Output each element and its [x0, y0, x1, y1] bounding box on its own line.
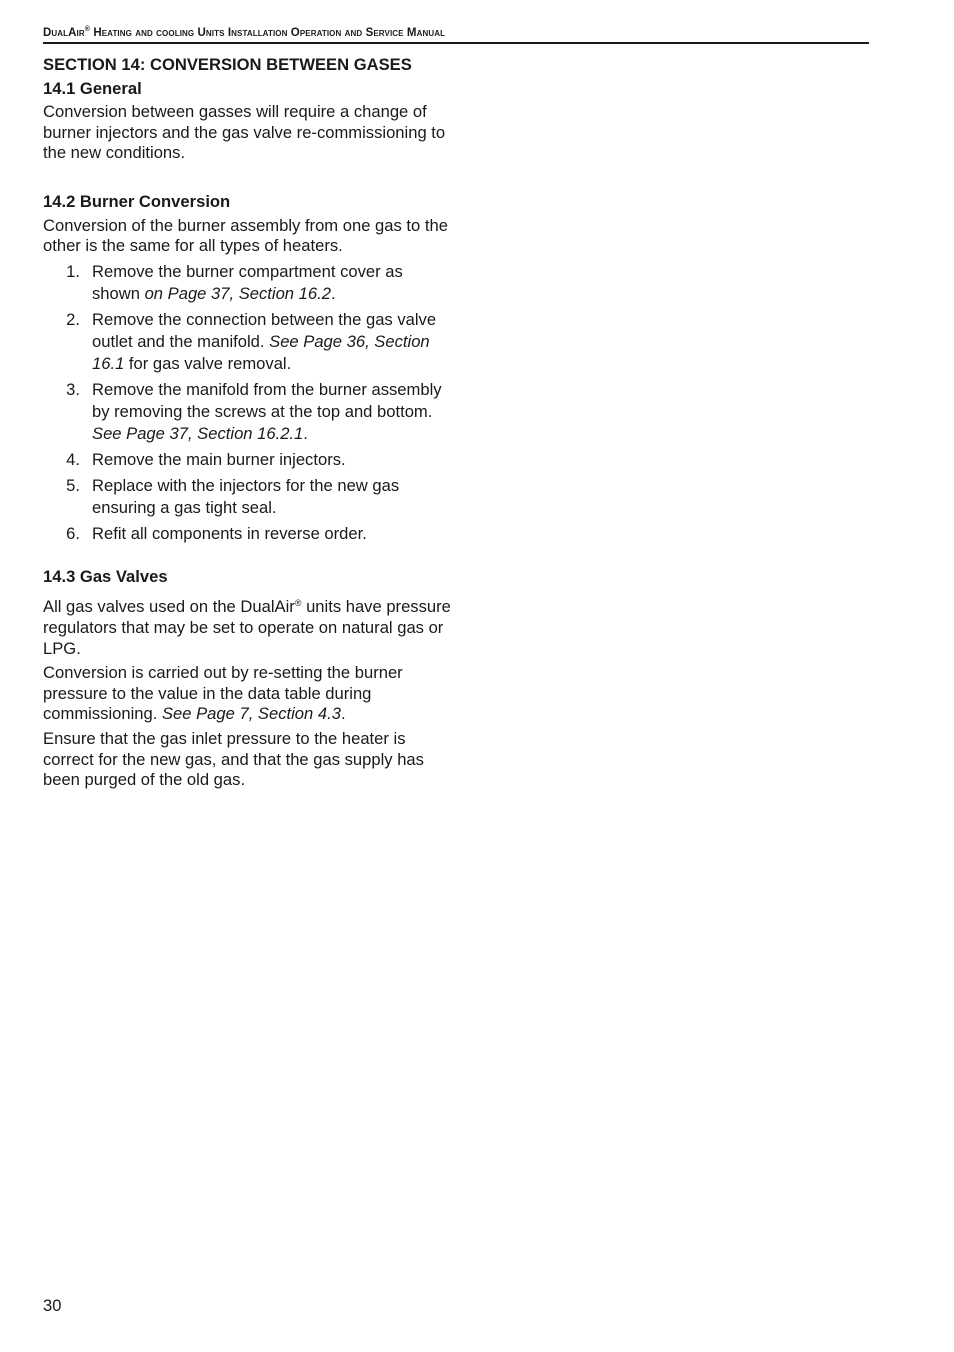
- step-after: .: [303, 423, 308, 443]
- valves-heading: 14.3 Gas Valves: [43, 566, 168, 586]
- step-lead: Remove the burner compartment cover as shown: [92, 261, 403, 303]
- list-item: [43, 379, 453, 445]
- step-text: [80, 379, 453, 445]
- step-text: [80, 261, 453, 305]
- section-title: SECTION 14: CONVERSION BETWEEN GASES: [43, 55, 412, 74]
- valves-p2-reference: See Page 7, Section 4.3: [161, 704, 341, 724]
- step-number: 2.: [66, 309, 80, 329]
- header-brand: DualAir: [43, 26, 85, 39]
- burner-heading: 14.2 Burner Conversion: [43, 191, 231, 211]
- list-item: [43, 523, 453, 545]
- step-number: 5.: [66, 475, 80, 495]
- valves-paragraph-2: [43, 663, 453, 725]
- list-item: [43, 449, 453, 471]
- burner-steps-list: [43, 261, 453, 545]
- page-number: 30: [43, 1296, 62, 1315]
- burner-intro: Conversion of the burner assembly from one gas to the other is the same for all types of heaters.: [43, 215, 448, 256]
- page-content: [43, 55, 453, 795]
- list-item: [43, 309, 453, 375]
- step-number: 1.: [66, 261, 80, 281]
- step-after: for gas valve removal.: [124, 353, 292, 373]
- general-heading: 14.1 General: [43, 78, 142, 98]
- step-lead: Remove the connection between the gas valve outlet and the manifold.: [92, 309, 437, 351]
- valves-p2-end: .: [340, 704, 346, 724]
- step-reference: See Page 36, Section 16.1: [92, 331, 430, 373]
- header-title: Heating and cooling Units Installation Operation and Service Manual: [90, 26, 446, 39]
- step-lead: Remove the manifold from the burner assembly by removing the screws at the top and bottom.: [92, 379, 442, 421]
- step-text: [80, 309, 453, 375]
- running-header: [43, 26, 869, 44]
- list-item: [43, 475, 453, 519]
- step-text: Remove the main burner injectors.: [92, 449, 346, 469]
- step-text: Refit all components in reverse order.: [92, 523, 367, 543]
- step-reference: on Page 37, Section 16.2: [144, 283, 331, 303]
- valves-paragraph-3: Ensure that the gas inlet pressure to the heater is correct for the new gas, and that the gas supply has been purged of the old gas.: [43, 728, 424, 790]
- valves-p1-start: All gas valves used on the DualAir: [43, 597, 295, 617]
- step-text: Replace with the injectors for the new gas ensuring a gas tight seal.: [92, 475, 400, 517]
- list-item: [43, 261, 453, 305]
- valves-p1-end: units have pressure regulators that may be set to operate on natural gas or LPG.: [43, 597, 451, 658]
- step-after: .: [330, 283, 336, 303]
- step-number: 4.: [66, 449, 80, 469]
- registered-mark: ®: [294, 598, 302, 609]
- step-number: 6.: [66, 523, 80, 543]
- header-registered-mark: ®: [84, 26, 91, 33]
- general-text: Conversion between gasses will require a change of burner injectors and the gas valve re-commissioning to the new conditions.: [43, 102, 446, 163]
- valves-paragraph-1: [43, 593, 453, 659]
- step-reference: See Page 37, Section 16.2.1: [92, 423, 304, 443]
- valves-p2-start: Conversion is carried out by re-setting the burner pressure to the value in the data table during commissioning.: [43, 663, 403, 724]
- step-number: 3.: [66, 379, 80, 399]
